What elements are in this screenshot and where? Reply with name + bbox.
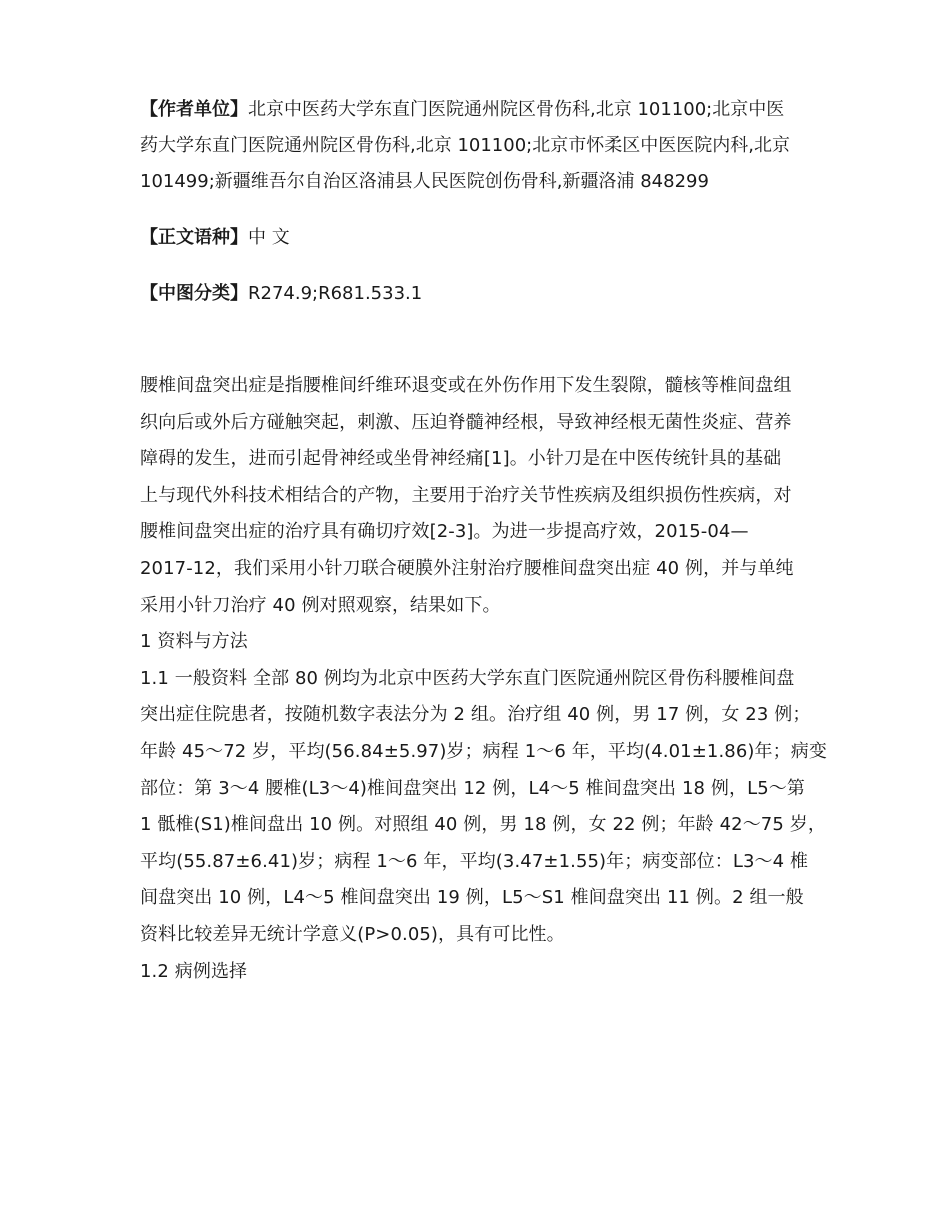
affiliation-text-1: 北京中医药大学东直门医院通州院区骨伤科,北京 101100;北京中医 (248, 99, 785, 120)
classification-value: R274.9;R681.533.1 (248, 283, 423, 304)
body-line: 资料比较差异无统计学意义(P>0.05)，具有可比性。 (140, 923, 565, 945)
language-line (140, 220, 830, 256)
body-line: 上与现代外科技术相结合的产物，主要用于治疗关节性疾病及组织损伤性疾病，对 (140, 484, 792, 506)
body-line: 2017-12，我们采用小针刀联合硬膜外注射治疗腰椎间盘突出症 40 例，并与单纯 (140, 557, 794, 579)
body-text (140, 368, 830, 990)
body-line: 障碍的发生，进而引起骨神经或坐骨神经痛[1]。小针刀是在中医传统针具的基础 (140, 448, 782, 470)
language-label: 【正文语种】 (140, 227, 248, 248)
subsection-heading: 1.2 病例选择 (140, 960, 248, 982)
body-line: 平均(55.87±6.41)岁；病程 1～6 年，平均(3.47±1.55)年；病变部位：L3～4 椎 (140, 850, 809, 872)
affiliation-line-2: 药大学东直门医院通州院区骨伤科,北京 101100;北京市怀柔区中医医院内科,北京 (140, 135, 790, 156)
document-page (140, 92, 830, 990)
affiliation-line-1 (140, 92, 830, 128)
section-heading: 1 资料与方法 (140, 631, 248, 653)
classification-line (140, 276, 830, 312)
body-line: 突出症住院患者，按随机数字表法分为 2 组。治疗组 40 例，男 17 例，女 23 例； (140, 704, 811, 726)
affiliation-line-3: 101499;新疆维吾尔自治区洛浦县人民医院创伤骨科,新疆洛浦 848299 (140, 171, 709, 192)
body-line: 采用小针刀治疗 40 例对照观察，结果如下。 (140, 594, 501, 616)
language-value: 中 文 (248, 227, 290, 248)
affiliation-block (140, 92, 830, 200)
body-line: 腰椎间盘突出症是指腰椎间纤维环退变或在外伤作用下发生裂隙，髓核等椎间盘组 (140, 375, 792, 396)
body-line: 腰椎间盘突出症的治疗具有确切疗效[2-3]。为进一步提高疗效，2015-04— (140, 521, 749, 543)
body-line: 部位：第 3～4 腰椎(L3～4)椎间盘突出 12 例，L4～5 椎间盘突出 18 例，L5～第 (140, 777, 805, 799)
body-line: 织向后或外后方碰触突起，刺激、压迫脊髓神经根，导致神经根无菌性炎症、营养 (140, 411, 792, 433)
body-line: 间盘突出 10 例，L4～5 椎间盘突出 19 例，L5～S1 椎间盘突出 11 例。2 组一般 (140, 887, 804, 909)
body-line: 1 骶椎(S1)椎间盘出 10 例。对照组 40 例，男 18 例，女 22 例；年龄 42～75 岁， (140, 814, 826, 836)
classification-label: 【中图分类】 (140, 283, 248, 304)
body-line: 年龄 45～72 岁，平均(56.84±5.97)岁；病程 1～6 年，平均(4.01±1.86)年；病变 (140, 740, 827, 762)
body-line: 1.1 一般资料 全部 80 例均为北京中医药大学东直门医院通州院区骨伤科腰椎间盘 (140, 667, 795, 689)
affiliation-label: 【作者单位】 (140, 99, 248, 120)
